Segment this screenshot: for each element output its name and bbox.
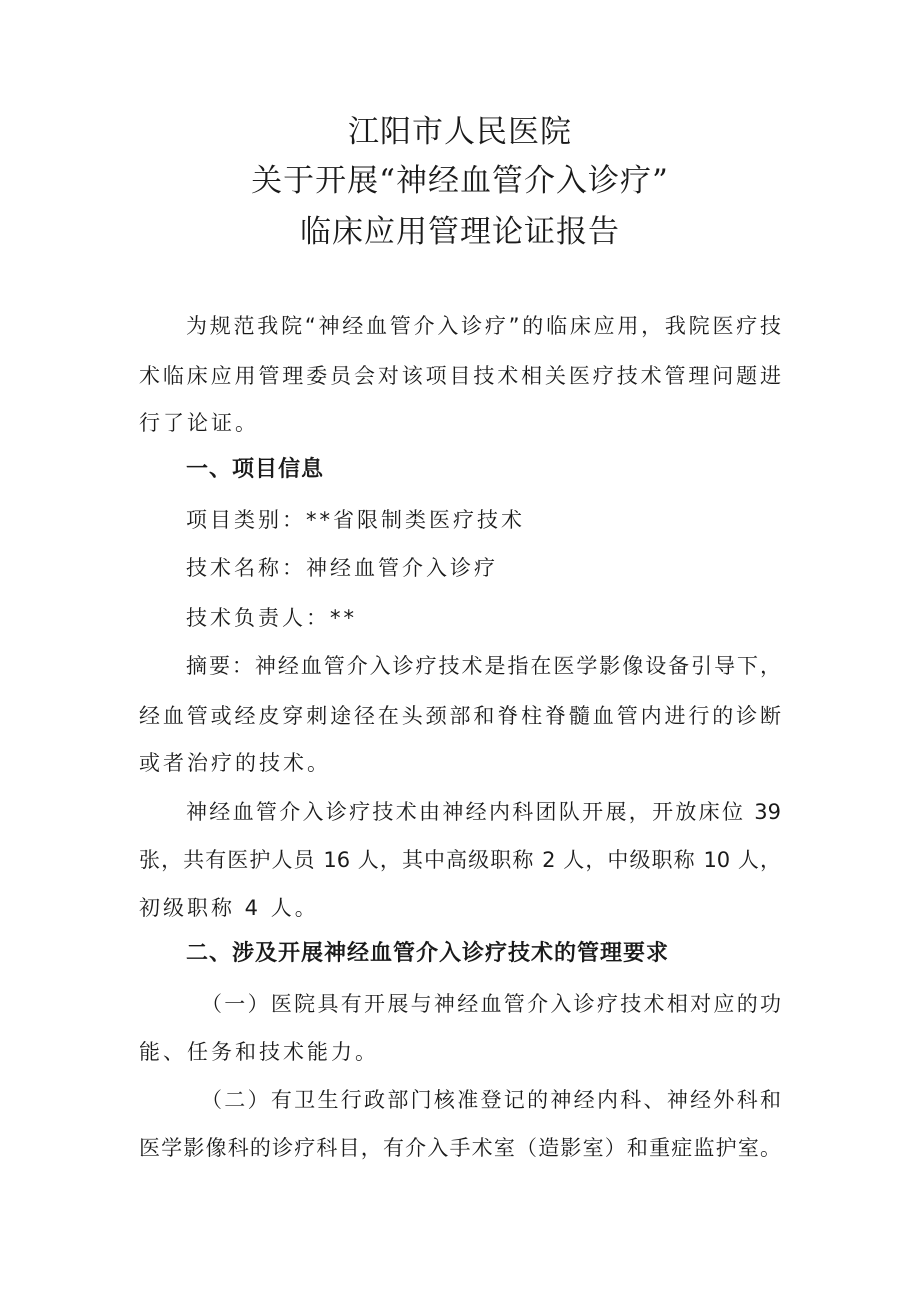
technology-leader: 技术负责人：**: [186, 606, 357, 630]
intro-paragraph-line: 行了论证。: [139, 411, 259, 435]
requirement-item-line: 医学影像科的诊疗科目，有介入手术室（造影室）和重症监护室。: [139, 1136, 781, 1160]
abstract-line: 摘要：神经血管介入诊疗技术是指在医学影像设备引导下，: [186, 654, 781, 678]
abstract-line: 经血管或经皮穿刺途径在头颈部和脊柱脊髓血管内进行的诊断: [139, 704, 781, 728]
document-title-hospital: 江阳市人民医院: [348, 114, 572, 150]
requirement-item-line: 能、任务和技术能力。: [139, 1040, 379, 1064]
intro-paragraph-line: 为规范我院“神经血管介入诊疗”的临床应用，我院医疗技: [186, 314, 781, 338]
intro-paragraph-line: 术临床应用管理委员会对该项目技术相关医疗技术管理问题进: [139, 364, 781, 388]
team-description-line: 初级职称 4 人。: [139, 896, 319, 920]
section-heading-management-requirements: 二、涉及开展神经血管介入诊疗技术的管理要求: [186, 941, 670, 966]
document-title-subject: 关于开展“神经血管介入诊疗”: [251, 163, 669, 199]
section-heading-project-info: 一、项目信息: [186, 457, 325, 482]
requirement-item-line: （一）医院具有开展与神经血管介入诊疗技术相对应的功: [201, 992, 781, 1016]
team-description-line: 张，共有医护人员 16 人，其中高级职称 2 人，中级职称 10 人，: [139, 848, 781, 872]
team-description-line: 神经血管介入诊疗技术由神经内科团队开展，开放床位 39: [186, 800, 781, 824]
project-category: 项目类别：**省限制类医疗技术: [186, 508, 525, 532]
abstract-line: 或者治疗的技术。: [139, 751, 331, 775]
document-title-report: 临床应用管理论证报告: [300, 214, 620, 250]
technology-name: 技术名称：神经血管介入诊疗: [186, 556, 498, 580]
requirement-item-line: （二）有卫生行政部门核准登记的神经内科、神经外科和: [201, 1088, 781, 1112]
